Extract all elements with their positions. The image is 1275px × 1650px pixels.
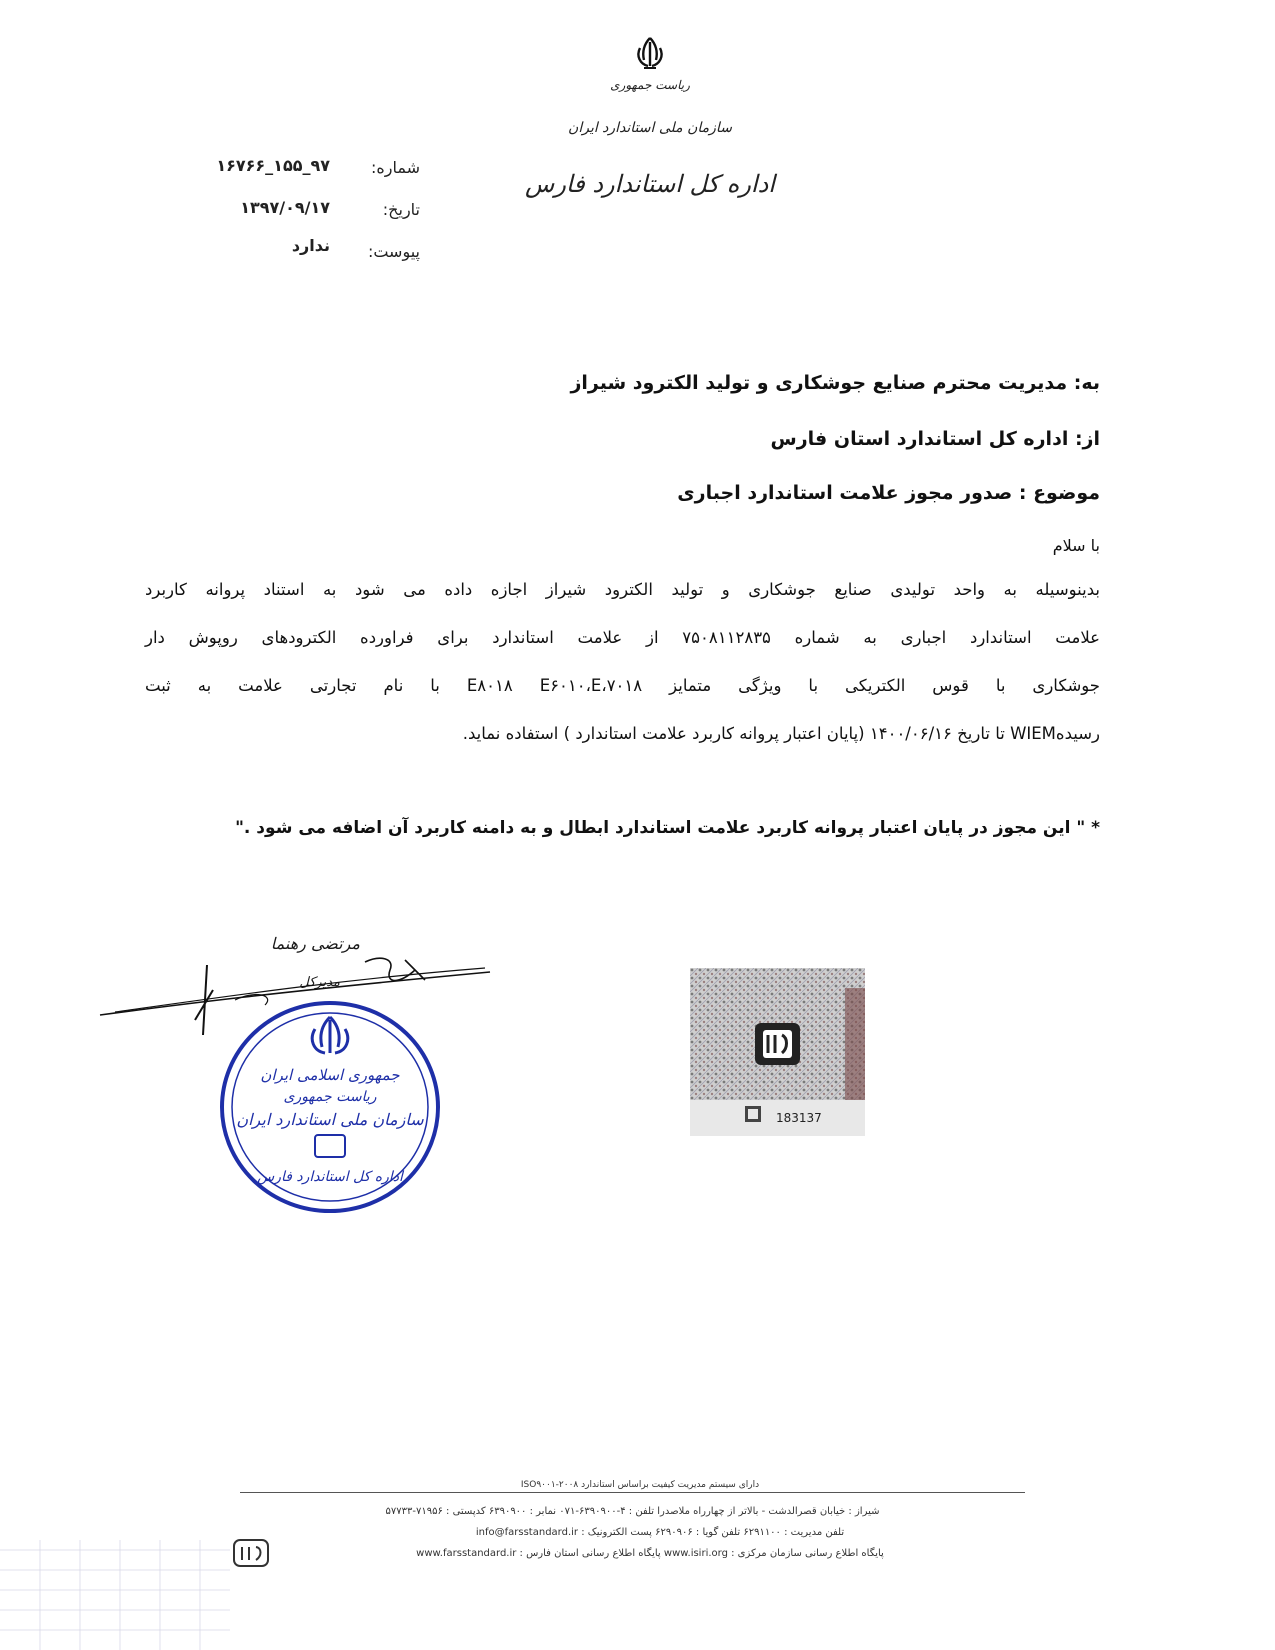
number-value: ۹۷_۱۵۵_۱۶۷۶۶ <box>216 156 330 175</box>
standard-logo-icon <box>232 1538 270 1568</box>
footer-divider <box>240 1492 1025 1493</box>
greeting: با سلام <box>1052 536 1100 555</box>
stamp-text-line: سازمان ملی استاندارد ایران <box>236 1110 424 1129</box>
stamp-text-line: ریاست جمهوری <box>283 1089 377 1105</box>
body-line: علامت استاندارد اجباری به شماره ۷۵۰۸۱۱۲۸۳۵ از علامت استاندارد برای فراورده الکترودهای روپوش دار <box>145 628 1101 647</box>
hologram-serial: 183137 <box>776 1111 822 1125</box>
body-line: جوشکاری با قوس الکتریکی با ویژگی متمایز ۷۰۱۸،E۸۰۱۸ E۶۰۱۰،E با نام تجارتی علامت به ثبت <box>145 676 1100 695</box>
signatory-title: مدیرکل <box>299 975 340 990</box>
org-line-presidency: ریاست جمهوری <box>610 78 690 92</box>
subject-line: موضوع : صدور مجوز علامت استاندارد اجباری <box>677 482 1100 504</box>
official-stamp <box>215 995 445 1220</box>
signatory-name: مرتضی رهنما <box>270 934 360 953</box>
validity-note: * " این مجوز در پایان اعتبار پروانه کاربرد علامت استاندارد ابطال و به دامنه کاربرد آن اضافه می شود ." <box>235 818 1100 838</box>
stamp-text-line: اداره کل استاندارد فارس <box>257 1169 403 1185</box>
footer-website-line: پایگاه اطلاع رسانی سازمان مرکزی : www.isiri.org پایگاه اطلاع رسانی استان فارس : www.farsstandard.ir <box>416 1548 884 1559</box>
footer-contact-line: تلفن مدیریت : ۶۲۹۱۱۰۰ تلفن گویا : ۶۲۹۰۹۰۶ پست الکترونیک : info@farsstandard.ir <box>475 1527 845 1538</box>
footer-address-line: شیراز : خیابان قصرالدشت - بالاتر از چهارراه ملاصدرا تلفن : ۴-۶۳۹۰۹۰۰-۰۷۱ نمابر : ۶۳۹۰۹۰۰ کدپستی : ۷۱۹۵۶-۵۷۷۳۳ <box>385 1506 880 1517</box>
number-label: شماره: <box>370 158 420 177</box>
recipient-line: به: مدیریت محترم صنایع جوشکاری و تولید الکترود شیراز <box>570 372 1100 394</box>
date-label: تاریخ: <box>382 200 420 219</box>
body-line: بدینوسیله به واحد تولیدی صنایع جوشکاری و تولید الکترود شیراز اجازه داده می شود به استناد پروانه کاربرد <box>145 580 1100 599</box>
attachment-label: پیوست: <box>367 242 420 261</box>
sender-line: از: اداره کل استاندارد استان فارس <box>770 428 1100 450</box>
footer-iso-line: دارای سیستم مدیریت کیفیت براساس استاندارد ISO۹۰۰۱-۲۰۰۸ <box>520 1480 760 1490</box>
org-line-national-standards: سازمان ملی استاندارد ایران <box>568 120 732 136</box>
footer-background-grid <box>0 1470 1275 1650</box>
body-line: رسیدهWIEM تا تاریخ ۱۴۰۰/۰۶/۱۶ (پایان اعتبار پروانه کاربرد علامت استاندارد ) استفاده نماید. <box>462 724 1100 743</box>
iran-emblem-icon <box>630 34 670 74</box>
attachment-value: ندارد <box>291 236 330 255</box>
org-line-fars-office: اداره کل استاندارد فارس <box>525 170 775 198</box>
stamp-text-line: جمهوری اسلامی ایران <box>260 1066 400 1084</box>
date-value: ۱۳۹۷/۰۹/۱۷ <box>240 198 330 217</box>
